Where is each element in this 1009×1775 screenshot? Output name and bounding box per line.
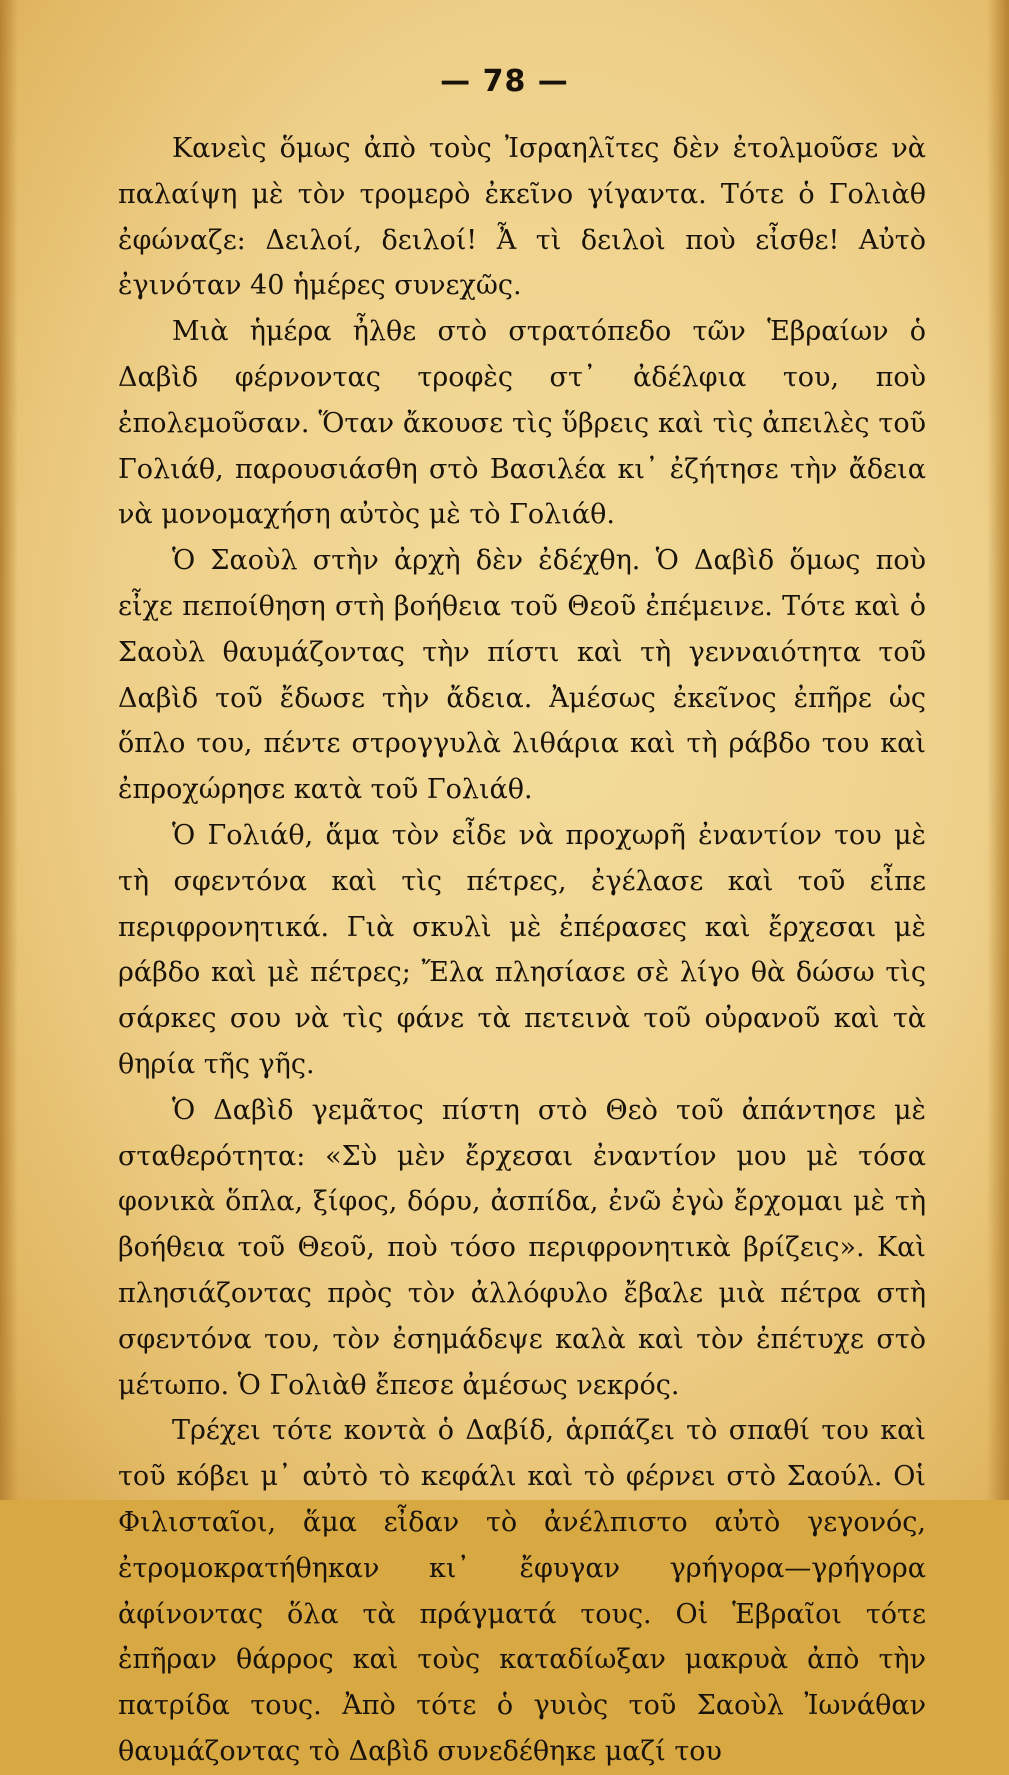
paragraph-5: Ὁ Δαβὶδ γεμᾶτος πίστη στὸ Θεὸ τοῦ ἀπάντησε μὲ σταθερότητα: «Σὺ μὲν ἔρχεσαι ἐναντίον μου μὲ τόσα φονικὰ ὅπλα, ξίφος, δόρυ, ἀσπίδα, ἐνῶ ἐγὼ ἔρχομαι μὲ τὴ βοήθεια τοῦ Θεοῦ, ποὺ τόσο περιφρονητικὰ βρίζεις». Καὶ πλησιάζοντας πρὸς τὸν ἀλλόφυλο ἔβαλε μιὰ πέτρα στὴ σφεντόνα του, τὸν ἐσημάδεψε καλὰ καὶ τὸν ἐπέτυχε στὸ μέτωπο. Ὁ Γολιὰθ ἔπεσε ἀμέσως νεκρός. — [118, 1094, 926, 1401]
page-number: — 78 — — [440, 64, 569, 99]
body-text — [118, 126, 926, 1775]
page-edge-shadow-left — [0, 0, 18, 1500]
paragraph-2: Μιὰ ἡμέρα ἦλθε στὸ στρατόπεδο τῶν Ἑβραίων ὁ Δαβὶδ φέρνοντας τροφὲς στ᾽ ἀδέλφια του, ποὺ ἐπολεμοῦσαν. Ὅταν ἄκουσε τὶς ὕβρεις καὶ τὶς ἀπειλὲς τοῦ Γολιάθ, παρουσιάσθη στὸ Βασιλέα κι᾽ ἐζήτησε τὴν ἄδεια νὰ μονομαχήση αὐτὸς μὲ τὸ Γολιάθ. — [118, 316, 926, 531]
page-edge-shadow-right — [987, 0, 1009, 1500]
paragraph-4: Ὁ Γολιάθ, ἅμα τὸν εἶδε νὰ προχωρῆ ἐναντίον του μὲ τὴ σφεντόνα καὶ τὶς πέτρες, ἐγέλασε καὶ τοῦ εἶπε περιφρονητικά. Γιὰ σκυλὶ μὲ ἐπέρασες καὶ ἔρχεσαι μὲ ράβδο καὶ μὲ πέτρες; Ἔλα πλησίασε σὲ λίγο θὰ δώσω τὶς σάρκες σου νὰ τὶς φάνε τὰ πετεινὰ τοῦ οὐρανοῦ καὶ τὰ θηρία τῆς γῆς. — [118, 819, 926, 1080]
paragraph-1: Κανεὶς ὅμως ἀπὸ τοὺς Ἰσραηλῖτες δὲν ἐτολμοῦσε νὰ παλαίψη μὲ τὸν τρομερὸ ἐκεῖνο γίγαντα. Τότε ὁ Γολιὰθ ἐφώναζε: Δειλοί, δειλοί! Ἆ τὶ δειλοὶ ποὺ εἶσθε! Αὐτὸ ἐγινόταν 40 ἡμέρες συνεχῶς. — [118, 133, 926, 302]
paragraph-6: Τρέχει τότε κοντὰ ὁ Δαβίδ, ἁρπάζει τὸ σπαθί του καὶ τοῦ κόβει μ᾽ αὐτὸ τὸ κεφάλι καὶ τὸ φέρνει στὸ Σαούλ. Οἱ Φιλισταῖοι, ἅμα εἶδαν τὸ ἀνέλπιστο αὐτὸ γεγονός, ἐτρομοκρατήθηκαν κι᾽ ἔφυγαν γρήγορα—γρήγορα ἀφίνοντας ὅλα τὰ πράγματά τους. Οἱ Ἑβραῖοι τότε ἐπῆραν θάρρος καὶ τοὺς καταδίωξαν μακρυὰ ἀπὸ τὴν πατρίδα τους. Ἀπὸ τότε ὁ γυιὸς τοῦ Σαοὺλ Ἰωνάθαν θαυμάζοντας τὸ Δαβὶδ συνεδέθηκε μαζί του — [118, 1415, 926, 1767]
paragraph-3: Ὁ Σαοὺλ στὴν ἀρχὴ δὲν ἐδέχθη. Ὁ Δαβὶδ ὅμως ποὺ εἶχε πεποίθηση στὴ βοήθεια τοῦ Θεοῦ ἐπέμεινε. Τότε καὶ ὁ Σαοὺλ θαυμάζοντας τὴν πίστι καὶ τὴ γενναιότητα τοῦ Δαβὶδ τοῦ ἔδωσε τὴν ἄδεια. Ἀμέσως ἐκεῖνος ἐπῆρε ὡς ὅπλο του, πέντε στρογγυλὰ λιθάρια καὶ τὴ ράβδο του καὶ ἐπροχώρησε κατὰ τοῦ Γολιάθ. — [118, 545, 926, 806]
